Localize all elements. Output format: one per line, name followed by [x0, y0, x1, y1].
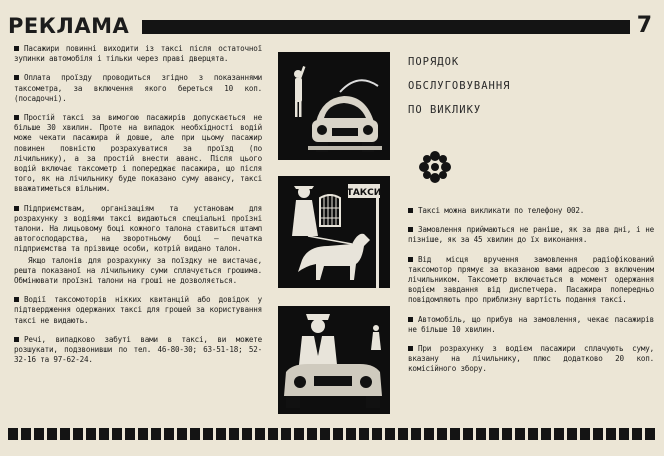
rule-paragraph-continued: Якщо талонів для розрахунку за поїздку не вистачає, решта показаної на лічильнику суми сплачується грошима. Обмінювати проїзні талони на гроші не дозволяється. [14, 255, 262, 286]
bullet-icon [14, 206, 19, 211]
heading-line: ПО ВИКЛИКУ [408, 104, 482, 116]
service-paragraph: Таксі можна викликати по телефону 002. [408, 206, 654, 216]
bullet-icon [408, 317, 413, 322]
bullet-icon [14, 46, 19, 51]
heading-line: ОБСЛУГОВУВАННЯ [408, 80, 511, 92]
rule-paragraph: Пасажири повинні виходити із таксі після остаточної зупинки автомобіля і тільки через праві дверцята. [14, 44, 262, 64]
bullet-icon [14, 337, 19, 342]
heading-line: ПОРЯДОК [408, 56, 460, 68]
right-column [408, 206, 654, 384]
taxi-hail-photo [278, 52, 390, 160]
service-paragraph: Замовлення приймаються не раніше, як за два дні, і не пізніше, як за 45 хвилин до їх виконання. [408, 225, 654, 245]
rule-paragraph: Водії таксомоторів нікких квитанцій або довідок у підтвердження одержаних таксі для грошей за користування таксі не видають. [14, 295, 262, 325]
rule-paragraph: Речі, випадково забуті вами в таксі, ви можете розшукати, подзвонивши по тел. 46-80-30; 63-51-18; 52-32-16 та 97-62-24. [14, 334, 262, 365]
flower-ornament-icon [418, 150, 452, 188]
bullet-icon [14, 115, 19, 120]
page-number: 7 [636, 13, 652, 38]
taxi-driver-photo [278, 306, 390, 414]
taxi-sign-label: ТАКСИ [346, 188, 382, 198]
footer-dashed-rule [8, 428, 656, 440]
left-column [14, 44, 262, 374]
bullet-icon [408, 257, 413, 262]
bullet-icon [14, 297, 19, 302]
section-title: РЕКЛАМА [8, 14, 130, 38]
rule-paragraph: Оплата проїзду проводиться згідно з показаннями таксометра, за включення якого береться 10 коп. (посадочні). [14, 73, 262, 103]
bullet-icon [408, 227, 413, 232]
service-paragraph: Від місця вручення замовлення радіофікований таксомотор прямує за вказаною вами адресою з включеним лічильником. Таксометр включається в момент одержання водієм завдання від диспетчера. Пасажира попередньо повідомляють про приблизну вартість подання таксі. [408, 254, 654, 305]
header-rule [142, 20, 630, 34]
service-paragraph: При розрахунку з водієм пасажири сплачують суму, вказану на лічильнику, плюс додатково 20 коп. комісійного збору. [408, 344, 654, 374]
bullet-icon [408, 208, 413, 213]
page-header [8, 12, 656, 40]
service-heading [408, 54, 511, 126]
bullet-icon [408, 346, 413, 351]
service-paragraph: Автомобіль, що прибув на замовлення, чекає пасажирів не більше 10 хвилин. [408, 314, 654, 334]
pets-taxi-photo [278, 176, 390, 288]
rule-paragraph: Підприємствам, організаціям та установам для розрахунку з водіями таксі видаються спеціальні проїзні талони. На лицьовому боці кожного талона ставиться штамп автогосподарства, на зворотньому боці — печатка підприємства та прізвище особи, котрій видано талон. [14, 203, 262, 254]
rule-paragraph: Простій таксі за вимогою пасажирів допускається не більше 30 хвилин. Проте на випадок необхідності водій може чекати пасажира й довше, але при цьому пасажир повинен повністю розрахуватися за проїзд (по лічильнику), а за простій внести аванс. Після цього водій включає таксометр і попереджає пасажира, що після того, як на лічильнику буде показано суму авансу, таксі вважатиметься вільним. [14, 113, 262, 194]
bullet-icon [14, 75, 19, 80]
